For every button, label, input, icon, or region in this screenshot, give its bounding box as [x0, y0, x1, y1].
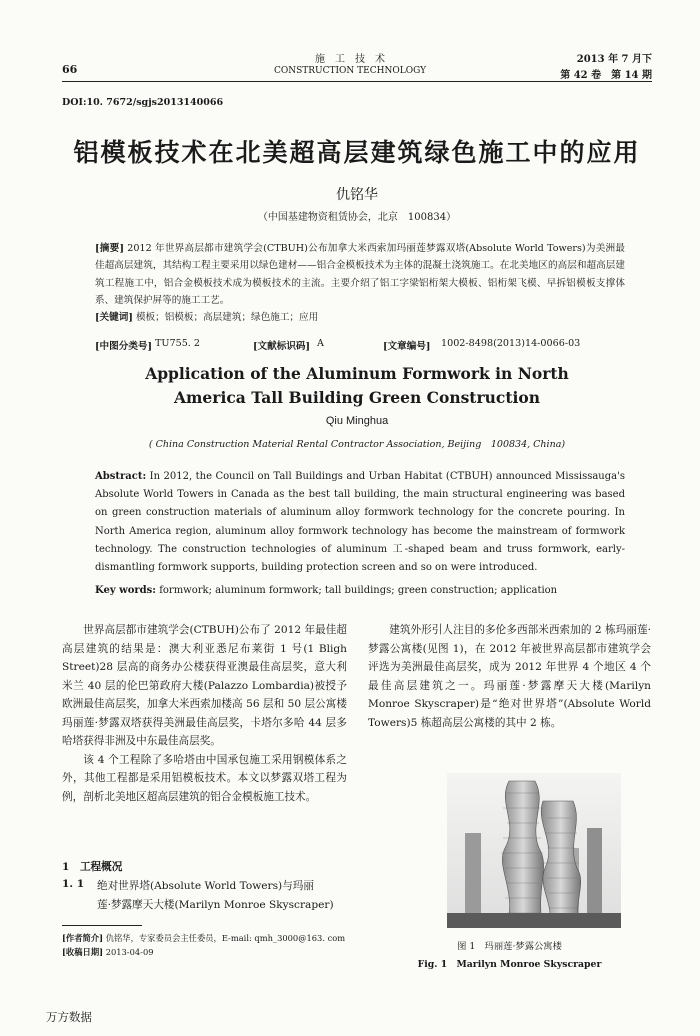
title-en — [62, 362, 652, 410]
keywords-en-label: Key words: — [95, 585, 156, 596]
section-heading-1-1-line2: 莲·梦露摩天大楼(Marilyn Monroe Skyscraper) — [97, 899, 334, 911]
clc-label: [中图分类号] — [95, 341, 153, 352]
footnote — [62, 931, 347, 959]
doc-code-label: [文献标识码] — [253, 341, 311, 352]
article-no-value: 1002-8498(2013)14-0066-03 — [441, 338, 581, 349]
doi: DOI:10. 7672/sgjs2013140066 — [62, 97, 224, 108]
abstract-en-label: Abstract: — [95, 471, 147, 482]
abstract-cn-text: 2012 年世界高层都市建筑学会(CTBUH)公布加拿大米西索加玛丽莲梦露双塔(Absolute World Towers)为美洲最佳超高层建筑，其结构工程主要采用以绿色建材——铝合金模板技术为主体的混凝土浇筑施工。在北美地区的高层和超高层建筑工程施工中，铝合金模板技术成为模板技术的主流。主要介绍了铝工字梁铝桁架大模板、铝桁架飞模、早拆铝模板支撑体系、建筑保护屏等的施工工艺。 — [95, 243, 625, 306]
figure-1-photo — [447, 773, 621, 928]
clc-value: TU755. 2 — [155, 338, 200, 349]
keywords-cn-label: [关键词] — [95, 312, 133, 324]
keywords-cn-text: 模板；铝模板；高层建筑；绿色施工；应用 — [135, 312, 319, 324]
section-number-1-1: 1. 1 — [62, 878, 85, 890]
figure-1-caption-en: Fig. 1 Marilyn Monroe Skyscraper — [417, 959, 602, 970]
section-heading-1-1-line1: 绝对世界塔(Absolute World Towers)与玛丽 — [97, 880, 314, 892]
footnote-author-text: 仇铭华，专家委员会主任委员，E-mail: qmh_3000@163. com — [105, 933, 346, 943]
journal-name-cn: 施 工 技 术 — [315, 54, 385, 65]
figure-1-caption-cn: 图 1 玛丽莲·梦露公寓楼 — [457, 941, 562, 952]
journal-name-en: CONSTRUCTION TECHNOLOGY — [273, 66, 427, 76]
footnote-author-label: [作者简介] — [62, 933, 104, 943]
footnote-received-text: 2013-04-09 — [105, 947, 154, 957]
skyscraper-photo — [447, 773, 621, 928]
author-en: Qiu Minghua — [325, 415, 389, 427]
title-en-line2: America Tall Building Green Construction — [173, 388, 540, 407]
keywords-en — [95, 585, 625, 596]
author-cn: 仇铭华 — [336, 187, 378, 203]
abstract-cn — [95, 240, 625, 326]
affiliation-cn: （中国基建物资租赁协会，北京 100834） — [257, 212, 457, 223]
body-left-column — [62, 621, 347, 806]
section-heading-1: 1 工程概况 — [62, 861, 123, 873]
footnote-rule — [62, 925, 142, 926]
header-rule — [62, 81, 652, 82]
page-number: 66 — [62, 63, 78, 76]
doc-code-value: A — [317, 338, 324, 349]
footnote-received-label: [收稿日期] — [62, 947, 104, 957]
body-paragraph-1: 世界高层都市建筑学会(CTBUH)公布了 2012 年最佳超高层建筑的结果是：澳大利亚悉尼布莱街 1 号(1 Bligh Street)28 层高的商务办公楼获得亚澳最佳高层奖，意大利米兰 40 层的伦巴第政府大楼(Palazzo Lombardia)被授予欧洲最佳高层奖，加拿大米西索加楼高 56 层和 50 层公寓楼玛丽莲·梦露双塔获得美洲最佳高层奖，卡塔尔多哈 44 层多哈塔获得非洲及中东最佳高层奖。 — [62, 624, 347, 747]
volume-issue: 第 42 卷 第 14 期 — [560, 70, 652, 81]
title-en-line1: Application of the Aluminum Formwork in North — [145, 364, 569, 383]
body-right-column — [368, 621, 651, 732]
keywords-en-text: formwork; aluminum formwork; tall buildings; green construction; application — [159, 585, 558, 596]
article-no-label: [文章编号] — [383, 341, 431, 352]
issue-date: 2013 年 7 月下 — [576, 54, 652, 65]
title-cn: 铝模板技术在北美超高层建筑绿色施工中的应用 — [73, 138, 641, 167]
body-paragraph-2: 该 4 个工程除了多哈塔由中国承包施工采用钢模体系之外，其他工程都是采用铝模板技术。本文以梦露双塔工程为例，剖析北美地区超高层建筑的铝合金模板施工技术。 — [62, 753, 347, 803]
abstract-en — [95, 468, 625, 577]
affiliation-en: ( China Construction Material Rental Contractor Association, Beijing 100834, China) — [148, 439, 566, 450]
abstract-cn-label: [摘要] — [95, 243, 124, 254]
abstract-en-text: In 2012, the Council on Tall Buildings and Urban Habitat (CTBUH) announced Mississauga's Absolute World Towers in Canada as the best tall building, the main structural engineering was based on green construction materials of aluminum alloy formwork technology for the concrete pouring. In North America region, aluminum alloy formwork technology has become the mainstream of formwork technology. The construction technologies of aluminum 工-shaped beam and truss formwork, early-dismantling formwork supports, building protection screen and so on were introduced. — [95, 471, 625, 574]
watermark: 万方数据 — [46, 1010, 92, 1024]
body-paragraph-3: 建筑外形引人注目的多伦多西部米西索加的 2 栋玛丽莲·梦露公寓楼(见图 1)，在 2012 年被世界高层都市建筑学会评选为美洲最佳高层奖，成为 2012 年世界 4 个地区 4 个最佳高层建筑之一。玛丽莲·梦露摩天大楼(Marilyn Monroe Skyscraper)是“绝对世界塔”(Absolute World Towers)5 栋超高层公寓楼的其中 2 栋。 — [368, 624, 651, 729]
